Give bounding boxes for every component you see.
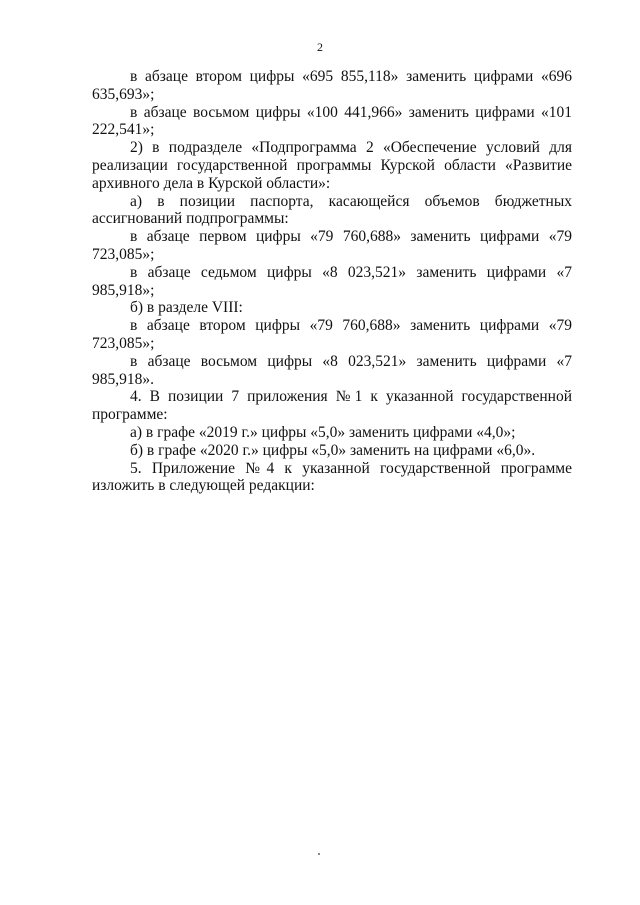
page-number: 2 — [317, 40, 323, 54]
paragraph-10: 4. В позиции 7 приложения №1 к указанной государственной программе: — [92, 388, 572, 424]
paragraph-7: б) в разделе VIII: — [130, 299, 243, 317]
paragraph-8: в абзаце втором цифры «79 760,688» заменить цифрами «79 723,085»; — [92, 317, 572, 352]
paragraph-9: в абзаце восьмом цифры «8 023,521» заменить цифрами «7 985,918». — [92, 352, 572, 388]
paragraph-3: 2) в подразделе «Подпрограмма 2 «Обеспечение условий для реализации государственной программы Курской области «Развитие архивного дела в Курской области»: — [92, 139, 572, 192]
scan-speck — [318, 853, 320, 855]
paragraph-5: в абзаце первом цифры «79 760,688» заменить цифрами «79 723,085»; — [92, 228, 572, 263]
paragraph-1: в абзаце втором цифры «695 855,118» заменить цифрами «696 635,693»; — [92, 68, 572, 103]
paragraph-2: в абзаце восьмом цифры «100 441,966» заменить цифрами «101 222,541»; — [92, 103, 572, 139]
paragraph-4: а) в позиции паспорта, касающейся объемов бюджетных ассигнований подпрограммы: — [92, 192, 572, 228]
paragraph-12: б) в графе «2020 г.» цифры «5,0» заменить на цифрами «6,0». — [130, 441, 536, 459]
paragraph-6: в абзаце седьмом цифры «8 023,521» заменить цифрами «7 985,918»; — [92, 263, 572, 299]
paragraph-11: а) в графе «2019 г.» цифры «5,0» заменить цифрами «4,0»; — [130, 423, 516, 441]
document-body — [92, 68, 572, 495]
paragraph-13: 5. Приложение №4 к указанной государственной программе изложить в следующей редакции: — [92, 459, 572, 495]
